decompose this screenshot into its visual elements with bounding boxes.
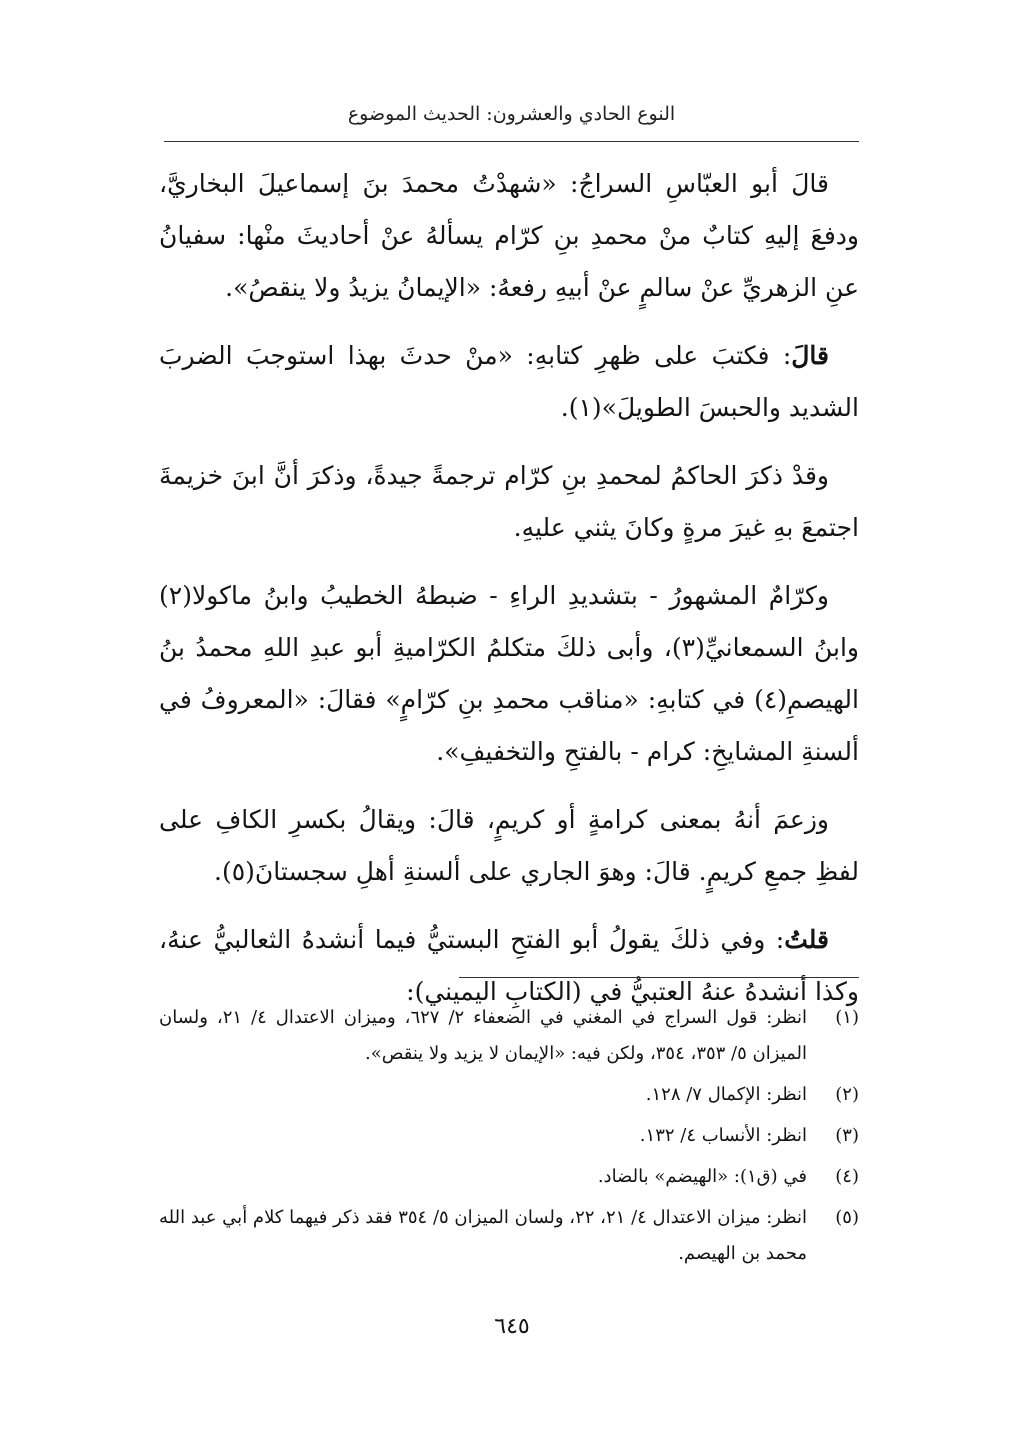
footnote-text: في (ق١): «الهيضم» بالضاد. — [597, 1166, 807, 1187]
paragraph-text: وكرّامٌ المشهورُ - بتشديدِ الراءِ - ضبطهُ الخطيبُ وابنُ ماكولا(٢) وابنُ السمعانيِّ(٣)، وأبى ذلكَ متكلمُ الكرّاميةِ أبو عبدِ اللهِ محمدُ بنُ الهيصمِ(٤) في كتابهِ: «مناقب محمدِ بنِ كرّامٍ» فقالَ: «المعروفُ في ألسنةِ المشايخِ: كرام - بالفتحِ والتخفيفِ». — [159, 581, 860, 766]
footnote-number: (١) — [835, 1007, 859, 1028]
paragraph-lead: قلتُ — [784, 925, 829, 954]
paragraph — [159, 158, 859, 314]
footnote-text: انظر: ميزان الاعتدال ٤/ ٢١، ٢٢، ولسان الميزان ٥/ ٣٥٤ فقد ذكر فيهما كلام أبي عبد الله محمد بن الهيصم. — [159, 1207, 807, 1264]
footnote-number: (٤) — [835, 1166, 859, 1187]
paragraph — [159, 794, 859, 898]
header-divider — [164, 141, 859, 142]
footnote-text: انظر: الأنساب ٤/ ١٣٢. — [639, 1125, 807, 1146]
footnotes — [159, 1000, 859, 1277]
page-number: ٦٤٥ — [494, 1314, 530, 1339]
main-text — [159, 158, 859, 1034]
footnote — [159, 1200, 859, 1272]
footnote — [159, 1159, 859, 1195]
paragraph-text: قالَ أبو العبّاسِ السراجُ: «شهدْتُ محمدَ بنَ إسماعيلَ البخاريَّ، ودفعَ إليهِ كتابٌ منْ محمدِ بنِ كرّام يسألهُ عنْ أحاديثَ منْها: سفيانُ عنِ الزهريِّ عنْ سالمٍ عنْ أبيهِ رفعهُ: «الإيمانُ يزيدُ ولا ينقصُ». — [159, 169, 859, 302]
footnote — [159, 1118, 859, 1154]
footnote-number: (٥) — [835, 1207, 859, 1228]
footnote-divider — [459, 977, 859, 978]
footnote — [159, 1000, 859, 1072]
footnote-number: (٢) — [835, 1084, 859, 1105]
paragraph-text: : فكتبَ على ظهرِ كتابهِ: «منْ حدثَ بهذا استوجبَ الضربَ الشديد والحبسَ الطويلَ»(١). — [159, 341, 859, 422]
paragraph — [159, 330, 859, 434]
paragraph — [159, 570, 859, 778]
footnote-number: (٣) — [835, 1125, 859, 1146]
footnote-text: انظر: الإكمال ٧/ ١٢٨. — [645, 1084, 807, 1105]
paragraph-text: وقدْ ذكرَ الحاكمُ لمحمدِ بنِ كرّام ترجمةً جيدةً، وذكرَ أنَّ ابنَ خزيمةَ اجتمعَ بهِ غيرَ مرةٍ وكانَ يثني عليهِ. — [159, 461, 859, 542]
footnote — [159, 1077, 859, 1113]
paragraph — [159, 450, 859, 554]
running-header: النوع الحادي والعشرون: الحديث الموضوع — [347, 103, 676, 125]
footnote-text: انظر: قول السراج في المغني في الضعفاء ٢/ ٦٢٧، وميزان الاعتدال ٤/ ٢١، ولسان الميزان ٥/ ٣٥٣، ٣٥٤، ولكن فيه: «الإيمان لا يزيد ولا ينقص». — [159, 1007, 808, 1064]
paragraph-text: وزعمَ أنهُ بمعنى كرامةٍ أو كريمٍ، قالَ: ويقالُ بكسرِ الكافِ على لفظِ جمعِ كريمٍ. قالَ: وهوَ الجاري على ألسنةِ أهلِ سجستانَ(٥). — [159, 805, 859, 886]
paragraph-lead: قالَ — [791, 341, 829, 370]
paragraph-text: : وفي ذلكَ يقولُ أبو الفتحِ البستيُّ فيما أنشدهُ الثعالبيُّ عنهُ، وكذا أنشدهُ عنهُ العتبيُّ في (الكتابِ اليميني): — [159, 925, 859, 1006]
